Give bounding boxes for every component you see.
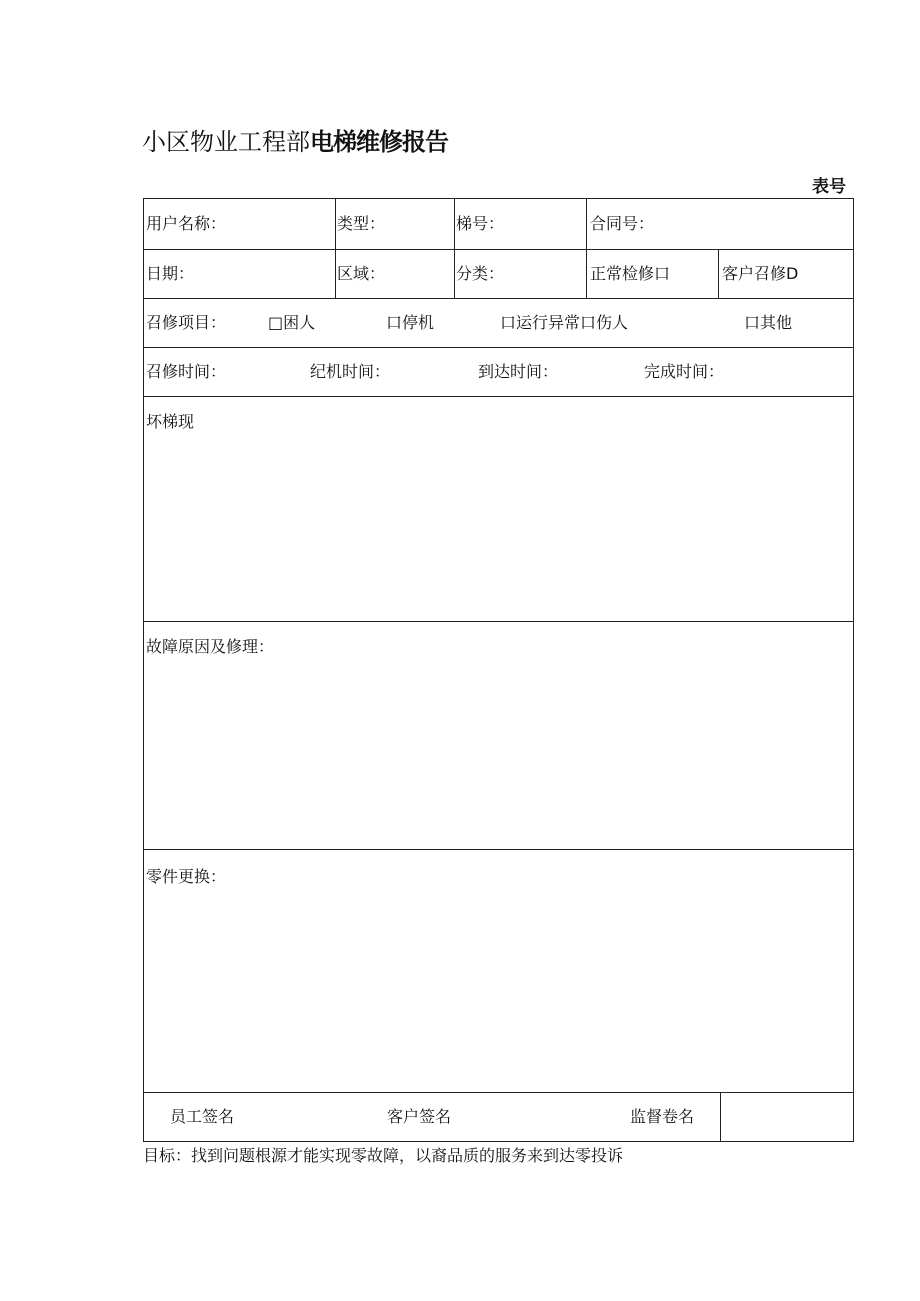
title-main: 小区物业工程部 <box>142 128 310 156</box>
form-number-label: 表号 <box>812 177 846 197</box>
column-divider <box>586 199 587 298</box>
area-label: 区域： <box>337 264 386 283</box>
title-emphasis: 电梯维修报告 <box>310 128 448 156</box>
row-divider <box>144 298 853 299</box>
row-divider <box>144 621 853 622</box>
supervisor-signature-label: 监督卷名 <box>630 1107 695 1126</box>
call-items-label: 召修项目： <box>146 313 227 332</box>
column-divider <box>335 199 336 298</box>
column-divider <box>718 249 719 298</box>
regular-maintenance-option: 正常检修口 <box>590 264 671 283</box>
category-label: 分类： <box>456 264 505 283</box>
employee-signature-label: 员工签名 <box>170 1107 235 1126</box>
column-divider <box>454 199 455 298</box>
customer-signature-label: 客户签名 <box>387 1107 452 1126</box>
record-time-label: 纪机时间： <box>310 362 391 381</box>
row-divider <box>144 347 853 348</box>
trapped-option: □困人 <box>268 313 316 332</box>
date-label: 日期： <box>146 264 195 283</box>
completion-time-label: 完成时间： <box>644 362 725 381</box>
fault-condition-label: 坏梯现 <box>146 412 195 431</box>
elevator-number-label: 梯号： <box>456 214 505 233</box>
arrival-time-label: 到达时间： <box>478 362 559 381</box>
row-divider <box>144 849 853 850</box>
other-option: 口其他 <box>744 313 793 332</box>
column-divider <box>720 1092 721 1142</box>
type-label: 类型： <box>337 214 386 233</box>
stopped-option: 口停机 <box>386 313 435 332</box>
cause-repair-label: 故障原因及修理： <box>146 637 275 656</box>
abnormal-operation-option: 口运行异常口伤人 <box>500 313 629 332</box>
parts-replacement-label: 零件更换： <box>146 867 227 886</box>
report-form-table <box>143 198 854 1142</box>
row-divider <box>144 249 853 250</box>
row-divider <box>144 1092 853 1093</box>
row-divider <box>144 396 853 397</box>
customer-call-option: 客户召修D <box>722 264 799 283</box>
report-title <box>142 122 448 157</box>
call-time-label: 召修时间： <box>146 362 227 381</box>
user-name-label: 用户名称： <box>146 214 227 233</box>
footer-goal-text: 目标：找到问题根源才能实现零故障，以裔品质的服务来到达零投诉 <box>143 1146 624 1165</box>
contract-number-label: 合同号： <box>590 214 655 233</box>
